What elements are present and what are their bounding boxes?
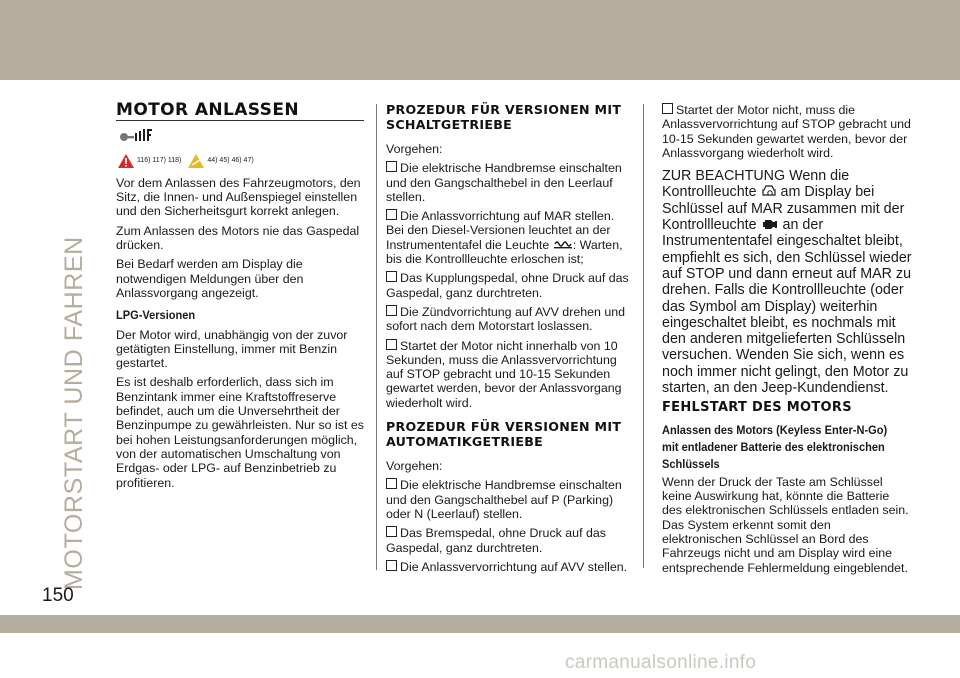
column-1 — [116, 100, 364, 495]
automatic-procedure-heading: PROZEDUR FÜR VERSIONEN MIT AUTOMATIKGETRIEBE — [386, 419, 622, 449]
paragraph: Vor dem Anlassen des Fahrzeugmotors, den Sitz, die Innen- und Außenspiegel einstellen und den Sicherheitsgurt korrekt anlegen. — [116, 175, 361, 219]
step-item: Die Anlassvervorrichtung auf AVV stellen. — [386, 560, 634, 574]
checkbox-icon — [386, 209, 397, 220]
step-item: Die Anlassvorrichtung auf MAR stellen. Bei den Diesel-Versionen leuchtet an der Instrumententafel die Leuchte : Warten, bis die Kontrollleuchte erloschen ist; — [386, 209, 623, 267]
checkbox-icon — [386, 560, 397, 571]
paragraph: Der Motor wird, unabhängig von der zuvor getätigten Einstellung, immer mit Benzin gestartet. — [116, 327, 348, 371]
column-2 — [386, 103, 634, 579]
keyless-subheading: Anlassen des Motors (Keyless Enter-N-Go) mit entladener Batterie des elektronischen Schlüssels — [662, 422, 888, 471]
paragraph: Wenn der Druck der Taste am Schlüssel keine Auswirkung hat, könnte die Batterie des elektronischen Schlüssels entladen sein. Das System erkennt somit den elektronischen Schlüssel an Bord des Fahrzeugs nicht und am Display wird eine entsprechende Fehlermeldung eingeblendet. — [662, 474, 909, 575]
checkbox-icon — [662, 103, 673, 114]
checkbox-icon — [386, 478, 397, 489]
warning-references: 116) 117) 118) 44) 45) 46) 47) — [118, 154, 364, 168]
checkbox-icon — [386, 271, 397, 282]
top-band — [0, 0, 960, 80]
intro-text: Vorgehen: — [386, 459, 443, 474]
warning-yellow-icon — [188, 154, 204, 168]
step-item: Das Bremspedal, ohne Druck auf das Gaspedal, ganz durchtreten. — [386, 526, 606, 555]
car-key-icon — [761, 184, 777, 198]
step-item: Startet der Motor nicht, muss die Anlassvervorrichtung auf STOP gebracht und 10-15 Sekunden gewartet werden, bevor der Anlassvorgang wiederholt wird. — [662, 103, 911, 160]
lpg-heading: LPG-Versionen — [116, 308, 196, 323]
side-section-title: MOTORSTART UND FAHREN — [60, 236, 88, 590]
engine-failure-heading: FEHLSTART DES MOTORS — [662, 400, 852, 416]
note-block: ZUR BEACHTUNG Wenn die Kontrollleuchte am Display bei Schlüssel auf MAR zusammen mit der Kontrollleuchte an der Instrumententafel eingeschaltet bleibt, empfiehlt es sich, den Schlüssel wieder auf STOP und dann erneut auf MAR zu drehen. Falls die Kontrollleuchte (oder das Symbol am Display) weiterhin eingeschaltet bleibt, es nochmals mit den anderen mitgelieferten Schlüsseln versuchen. Wenden Sie sich, wenn es noch immer nicht gelingt, den Motor zu starten, an den Jeep-Kundendienst. — [662, 168, 912, 397]
step-item: Das Kupplungspedal, ohne Druck auf das Gaspedal, ganz durchtreten. — [386, 271, 629, 300]
step-item: Die elektrische Handbremse einschalten und den Gangschalthebel in den Leerlauf stellen. — [386, 161, 622, 204]
bottom-band — [0, 615, 960, 633]
key-antenna-icon — [118, 128, 364, 145]
step-item: Die Zündvorrichtung auf AVV drehen und sofort nach dem Motorstart loslassen. — [386, 304, 626, 334]
section-title: MOTOR ANLASSEN — [116, 103, 364, 121]
engine-icon — [761, 217, 779, 231]
checkbox-icon — [386, 161, 397, 172]
checkbox-icon — [386, 305, 397, 316]
column-divider-2 — [643, 104, 644, 568]
warning-red-icon — [118, 154, 134, 168]
paragraph: Bei Bedarf werden am Display die notwendigen Meldungen über den Anlassvorgang angezeigt. — [116, 257, 304, 300]
watermark: carmanualsonline.info — [565, 652, 757, 673]
step-item: Startet der Motor nicht innerhalb von 10 Sekunden, muss die Anlassvervorrichtung auf STOP gebracht und 10-15 Sekunden gewartet werden, bevor der Anlassvorgang wiederholt wird. — [386, 338, 622, 410]
checkbox-icon — [386, 526, 397, 537]
checkbox-icon — [386, 339, 397, 350]
paragraph: Zum Anlassen des Motors nie das Gaspedal drücken. — [116, 223, 360, 253]
intro-text: Vorgehen: — [386, 142, 443, 156]
column-3 — [662, 103, 912, 580]
step-item: Die elektrische Handbremse einschalten und den Gangschalthebel auf P (Parking) oder N (Leerlauf) stellen. — [386, 478, 622, 521]
column-divider-1 — [376, 104, 377, 570]
page-number: 150 — [42, 585, 74, 606]
manual-procedure-heading: PROZEDUR FÜR VERSIONEN MIT SCHALTGETRIEBE — [386, 102, 622, 132]
glow-plug-icon — [553, 241, 573, 251]
paragraph: Es ist deshalb erforderlich, dass sich im Benzintank immer eine Kraftstoffreserve befindet, auch um die Unversehrtheit der Benzinpumpe zu gewährleisten. Nur so ist es bei hohen Leistungsanforderungen möglich, von der automatischen Umschaltung von Erdgas- oder LPG- auf Benzinbetrieb zu profitieren. — [116, 375, 364, 490]
